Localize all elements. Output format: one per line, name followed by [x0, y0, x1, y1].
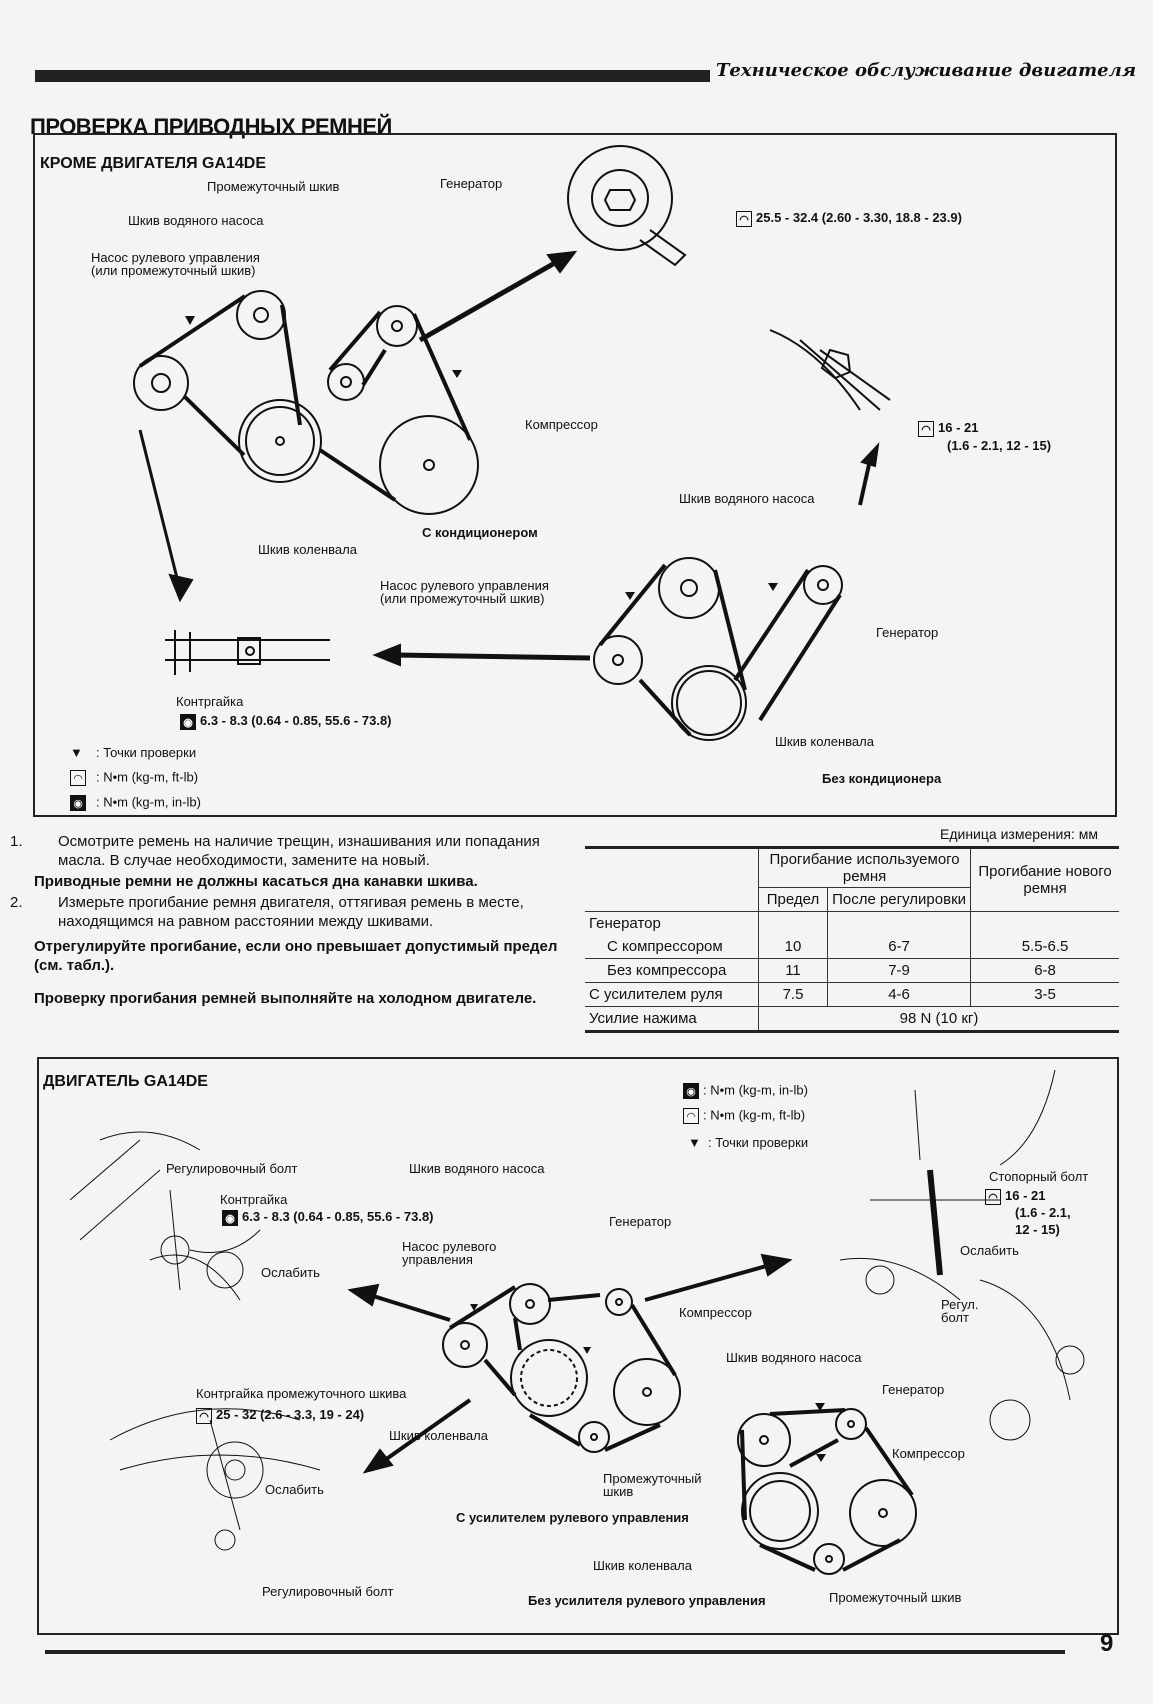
label-water-pump: Шкив водяного насоса	[679, 491, 815, 506]
label-loosen: Ослабить	[265, 1482, 324, 1497]
label-steering-2: (или промежуточный шкив)	[91, 263, 256, 278]
instructions	[10, 832, 564, 1010]
torque-stop-bolt: ◠ 16 - 21	[985, 1188, 1045, 1205]
torque-inlb-icon: ◉	[70, 795, 86, 811]
torque-stop-bolt-2: (1.6 - 2.1,	[1015, 1205, 1071, 1220]
note-3: Проверку прогибания ремней выполняйте на холодном двигателе.	[34, 990, 537, 1007]
running-header: Техническое обслуживание двигателя	[716, 60, 1137, 81]
caption-with-ac: С кондиционером	[422, 525, 538, 540]
row-group-generator: Генератор	[585, 912, 759, 936]
label-locknut: Контргайка	[176, 694, 244, 709]
label-idler-locknut: Контргайка промежуточного шкива	[196, 1386, 407, 1401]
check-point-triangle-icon: ▼	[688, 1135, 701, 1150]
check-point-triangle-icon: ▼	[70, 745, 83, 760]
torque-idler: ◠ 25.5 - 32.4 (2.60 - 3.30, 18.8 - 23.9)	[736, 210, 962, 227]
label-crank: Шкив коленвала	[389, 1428, 488, 1443]
generator-bolt-drawing	[770, 330, 890, 505]
label-crank: Шкив коленвала	[775, 734, 874, 749]
label-steering-1: Насос рулевого	[402, 1239, 497, 1254]
caption-with-ps: С усилителем рулевого управления	[456, 1510, 689, 1525]
locknut-drawing	[165, 630, 330, 675]
torque-ftlb-icon: ◠	[918, 421, 934, 437]
caption-without-ps: Без усилителя рулевого управления	[528, 1593, 766, 1608]
label-generator: Генератор	[440, 176, 503, 191]
torque-ftlb-icon: ◠	[736, 211, 752, 227]
step-1: 1. Осмотрите ремень на наличие трещин, изнашивания или попадания масла. В случае необходимости, замените на новый.	[10, 833, 540, 869]
label-steering-2: (или промежуточный шкив)	[380, 591, 545, 606]
label-idler: Промежуточный шкив	[207, 179, 340, 194]
water-pump-pulley	[659, 558, 719, 618]
label-compressor: Компрессор	[525, 417, 598, 432]
label-steering-1: Насос рулевого управления	[380, 578, 549, 593]
torque-generator: ◠ 16 - 21	[918, 420, 978, 437]
generator-pulley	[836, 1409, 866, 1439]
label-crank: Шкив коленвала	[593, 1558, 692, 1573]
table-unit: Единица измерения: мм	[940, 826, 1098, 842]
belt	[140, 296, 470, 500]
steering-pulley	[443, 1323, 487, 1367]
torque-inlb-icon: ◉	[222, 1210, 238, 1226]
label-idler-1: Промежуточный	[603, 1471, 702, 1486]
torque-idler-locknut: ◠ 25 - 32 (2.6 - 3.3, 19 - 24)	[196, 1407, 364, 1424]
note-2: Отрегулируйте прогибание, если оно превышает допустимый предел (см. табл.).	[34, 938, 558, 974]
torque-stop-bolt-3: 12 - 15)	[1015, 1222, 1060, 1237]
label-compressor: Компрессор	[679, 1305, 752, 1320]
header-new-belt: Прогибание нового ремня	[971, 848, 1119, 912]
label-crank: Шкив коленвала	[258, 542, 357, 557]
caption-without-ac: Без кондиционера	[822, 771, 942, 786]
diagram1-title: КРОМЕ ДВИГАТЕЛЯ GA14DE	[40, 155, 267, 172]
belt	[450, 1287, 675, 1450]
idler-pulley	[814, 1544, 844, 1574]
label-loosen: Ослабить	[261, 1265, 320, 1280]
table-row: С усилителем руля 7.5 4-6 3-5	[585, 983, 1119, 1007]
label-compressor: Компрессор	[892, 1446, 965, 1461]
belt-deflection-table	[585, 846, 1119, 1033]
torque-ftlb-icon: ◠	[70, 770, 86, 786]
generator-pulley	[377, 306, 417, 346]
crank-pulley	[239, 400, 321, 482]
label-adj-bolt: Регулировочный болт	[166, 1161, 298, 1176]
legend-check-points: ▼ : Точки проверки	[70, 745, 197, 760]
footer-rule	[45, 1650, 1065, 1654]
legend-check-points: ▼ : Точки проверки	[688, 1135, 809, 1150]
idler-pulley	[579, 1422, 609, 1452]
torque-inlb-icon: ◉	[180, 714, 196, 730]
torque-ftlb-icon: ◠	[683, 1108, 699, 1124]
header-used-belt: Прогибание используемого ремня	[759, 848, 971, 888]
idler-pulley	[328, 364, 364, 400]
label-water-pump: Шкив водяного насоса	[128, 213, 264, 228]
table-row: Без компрессора 11 7-9 6-8	[585, 959, 1119, 983]
label-water-pump: Шкив водяного насоса	[409, 1161, 545, 1176]
label-adj-bolt-short-1: Регул.	[941, 1297, 979, 1312]
torque-ftlb-icon: ◠	[196, 1408, 212, 1424]
header-limit: Предел	[759, 888, 828, 912]
page-number: 9	[1100, 1630, 1114, 1657]
torque-ftlb-icon: ◠	[985, 1189, 1001, 1205]
step-2: 2. Измерьте прогибание ремня двигателя, оттягивая ремень в месте, находящимся на равном расстоянии между шкивами.	[10, 894, 524, 930]
table-row: Усилие нажима 98 N (10 кг)	[585, 1007, 1119, 1032]
label-adj-bolt-short-2: болт	[941, 1310, 969, 1325]
label-steering-2: управления	[402, 1252, 473, 1267]
label-locknut: Контргайка	[220, 1192, 288, 1207]
header-after-adjust: После регулировки	[828, 888, 971, 912]
label-stop-bolt: Стопорный болт	[989, 1169, 1089, 1184]
legend-inlb: ◉ : N•m (kg-m, in-lb)	[683, 1083, 808, 1099]
table-row: С компрессором 10 6-7 5.5-6.5	[585, 935, 1119, 959]
belt-layout-without-ps	[738, 1409, 916, 1574]
section-title: ПРОВЕРКА ПРИВОДНЫХ РЕМНЕЙ	[30, 114, 392, 139]
crank-pulley	[742, 1473, 818, 1549]
label-generator: Генератор	[876, 625, 939, 640]
torque-inlb-icon: ◉	[683, 1083, 699, 1099]
label-loosen: Ослабить	[960, 1243, 1019, 1258]
label-idler-2: шкив	[603, 1484, 634, 1499]
crank-pulley	[511, 1340, 587, 1416]
generator-pulley	[606, 1289, 632, 1315]
torque-locknut: ◉ 6.3 - 8.3 (0.64 - 0.85, 55.6 - 73.8)	[222, 1209, 434, 1226]
water-pump-pulley	[738, 1414, 790, 1466]
label-adj-bolt: Регулировочный болт	[262, 1584, 394, 1599]
torque-locknut: ◉ 6.3 - 8.3 (0.64 - 0.85, 55.6 - 73.8)	[180, 713, 392, 730]
idler-tensioner-drawing	[568, 146, 685, 265]
label-idler: Промежуточный шкив	[829, 1590, 962, 1605]
diagram2-title: ДВИГАТЕЛЬ GA14DE	[43, 1073, 208, 1090]
legend-inlb: ◉ : N•m (kg-m, in-lb)	[70, 795, 201, 811]
note-1: Приводные ремни не должны касаться дна канавки шкива.	[34, 873, 478, 890]
label-steering-1: Насос рулевого управления	[91, 250, 260, 265]
legend-ftlb: ◠ : N•m (kg-m, ft-lb)	[70, 770, 198, 786]
label-generator: Генератор	[882, 1382, 945, 1397]
label-water-pump: Шкив водяного насоса	[726, 1350, 862, 1365]
legend-ftlb: ◠ : N•m (kg-m, ft-lb)	[683, 1108, 805, 1124]
label-generator: Генератор	[609, 1214, 672, 1229]
torque-generator-2: (1.6 - 2.1, 12 - 15)	[947, 438, 1052, 453]
